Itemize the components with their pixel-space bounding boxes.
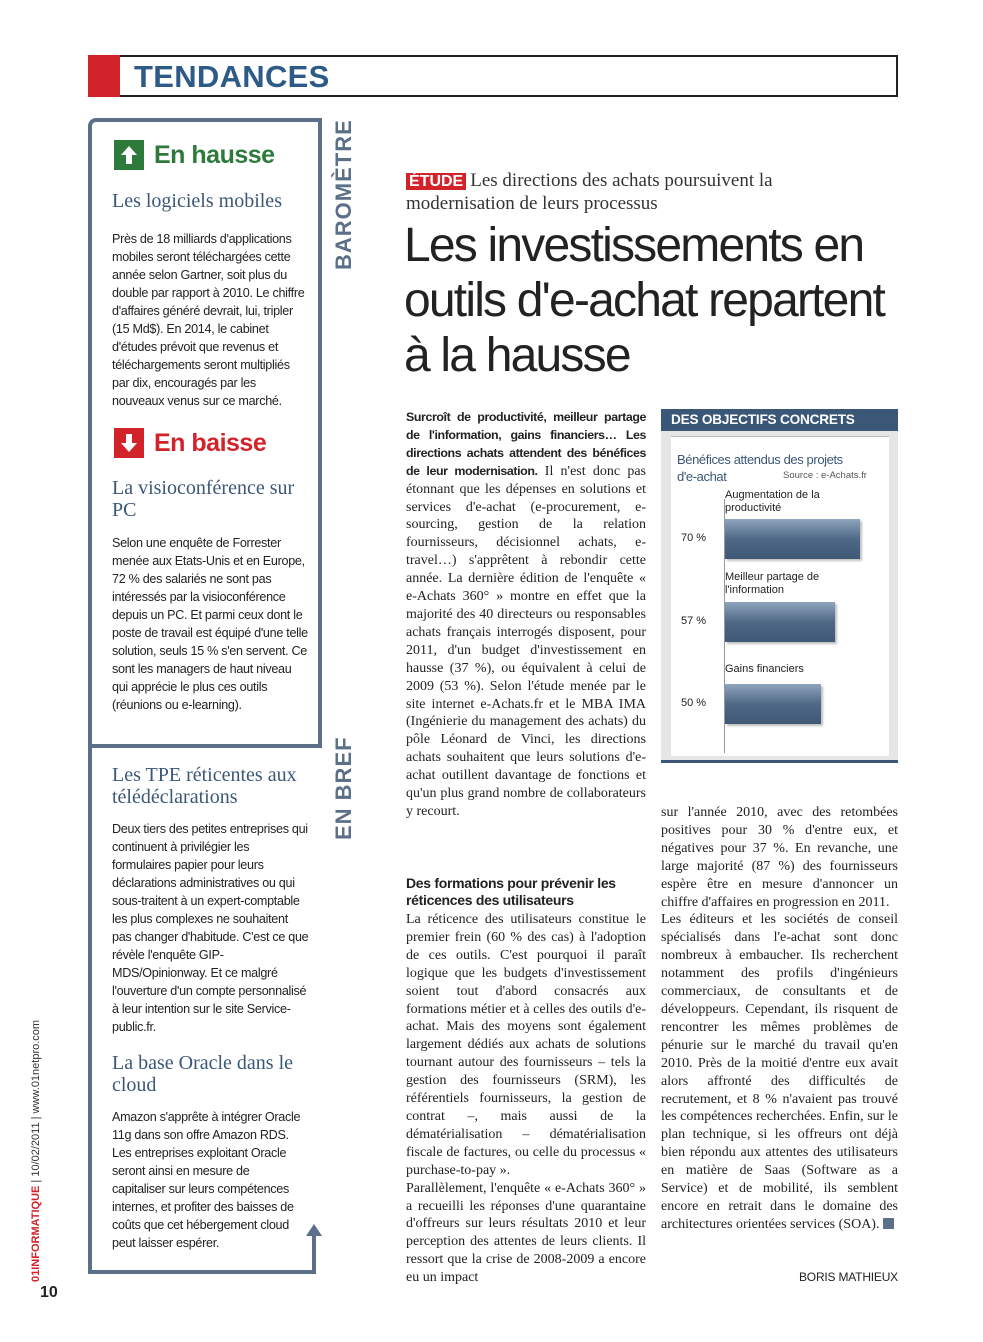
lead-bold: Surcroît de productivité, meilleur partage de l'information, gains financiers… Les directions achats attendent des bénéfices de leur modernisation. (406, 410, 646, 478)
article-kicker (406, 170, 826, 215)
bar (725, 519, 860, 559)
chart-title: Bénéfices attendus des projets d'e-achat (677, 452, 843, 484)
end-mark-icon (883, 1218, 894, 1229)
paragraph-text: Les éditeurs et les sociétés de conseil spécialisés dans l'e-achat sont donc nombreux à embaucher. Ils recherchent notamment des profils d'ingénieurs commerciaux, de consultants et de développeurs. Cependant, ils risquent de rencontrer les mêmes problèmes de pénurie sur le marché du travail qu'en 2010. Près de la moitié d'entre eux avait alors affronté des difficultés de recrutement, et 8 % n'avaient pas trouvé les compétences recherchées. Enfin, sur le plan technique, si les offreurs ont déjà bien répondu aux attentes des utilisateurs en matière de Saas (Software as a Service) et de mobilité, ils semblent encore en retrait dans le domaine des architectures orientées services (SOA). (661, 912, 898, 1232)
section-title: TENDANCES (134, 59, 330, 94)
article-col1-bottom (406, 911, 646, 1287)
folio-details: | 10/02/2011 | www.01netpro.com (30, 1019, 42, 1186)
etude-tag: ÉTUDE (406, 173, 466, 190)
baisse-body: Selon une enquête de Forrester menée aux Etats-Unis et en Europe, 72 % des salariés ne sont pas intéressés par la visioconférence depuis un PC. Et parmi ceux dont le poste de travail est équipé d'une telle solution, seuls 15 % s'en servent. Ce sont les managers de haut niveau qui apprécie le plus ces outils (réunions ou e-learning). (112, 536, 308, 712)
paragraph: sur l'année 2010, avec des retombées positives pour 30 % d'entre eux, et négatives pour 37 %. En revanche, une large majorité (87 %) des fournisseurs espère être en mesure d'annoncer un chiffre d'affaires en progression en 2011. (661, 805, 898, 910)
chart-area (671, 436, 889, 756)
en-bref-border-bottom (88, 1270, 308, 1274)
chart-source: Source : e-Achats.fr (783, 470, 867, 481)
section-header (88, 55, 898, 97)
en-bref-label: EN BREF (331, 736, 356, 840)
bref1-body: Deux tiers des petites entreprises qui continuent à privilégier les formulaires papier pour leurs déclarations administratives ou qui sous-traitent à un expert-comptable les plus complexes ne souhaitent pas changer d'habitude. C'est ce que révèle l'enquête GIP-MDS/Opinionway. Et ce malgré l'ouverture d'un compte personnalisé à leur intention sur le site Service-public.fr. (112, 822, 309, 1034)
article-subhead: Des formations pour prévenir les réticences des utilisateurs (406, 875, 616, 908)
bref1-title: Les TPE réticentes aux télédéclarations (112, 764, 297, 808)
en-baisse-heading (114, 428, 266, 458)
arrow-up-icon (114, 140, 144, 170)
bar-value-label: 50 % (681, 697, 707, 709)
barometre-label: BAROMÈTRE (331, 119, 356, 270)
bar-category-label: Meilleur partage de l'information (725, 571, 820, 596)
hausse-body: Près de 18 milliards d'applications mobiles seront téléchargées cette année selon Gartner, soit plus du double par rapport à 2010. Le chiffre d'affaires généré devrait, lui, tripler (15 Md$). En 2014, le cabinet d'études prévoit que revenus et téléchargements seront multipliés par dix, encouragés par les nouveaux venus sur ce marché. (112, 232, 305, 408)
page-number: 10 (40, 1284, 58, 1301)
en-hausse-label: En hausse (154, 140, 275, 169)
paragraph: Parallèlement, l'enquête « e-Achats 360° » a recueilli les réponses d'une quarantaine d'offreurs sur leurs résultats 2010 et leur perception des attentes de leurs clients. Il ressort que la crise de 2008-2009 a encore eu un impact (406, 1180, 646, 1286)
header-accent (88, 55, 120, 97)
bar (725, 602, 835, 642)
bar-value-label: 57 % (681, 615, 707, 627)
kicker-text: Les directions des achats poursuivent la modernisation de leurs processus (406, 170, 773, 214)
bar (725, 684, 821, 724)
en-bref-border-left (88, 744, 92, 1274)
bref2-title: La base Oracle dans le cloud (112, 1052, 294, 1096)
article-headline: Les investissements en outils d'e-achat repartent à la hausse (404, 219, 885, 382)
bar-category-label: Gains financiers (725, 663, 804, 675)
bref2-body: Amazon s'apprête à intégrer Oracle 11g dans son offre Amazon RDS. Les entreprises exploitant Oracle seront ainsi en mesure de capitaliser sur leurs compétences internes, et profiter des baisses de coûts que cet hébergement cloud peut laisser espérer. (112, 1110, 301, 1250)
bar-value-label: 70 % (681, 532, 707, 544)
folio-brand: 01INFORMATIQUE (30, 1185, 42, 1282)
baisse-title: La visioconférence sur PC (112, 477, 295, 521)
lead-text: Il n'est donc pas étonnant que les dépenses en solutions et services d'e-achat (e-procurement, e-sourcing, gestion de la relation fournisseurs, décisionnel achats, e-travel…) s'apprêtent à rebondir cette année. La dernière édition de l'enquête « e-Achats 360° » montre en effet que la majorité des 40 directeurs ou responsables achats français interrogés disposent, pour 2011, d'un budget d'investissement en hausse (37 %), ou équivalent à celui de 2009 (53 %). Selon l'étude menée par le site internet e-Achats.fr et le MBA IMA (Ingénierie du management des achats) du pôle Léonard de Vinci, les directions achats souhaitent que leurs solutions d'e-achat outillent davantage de fonctions et qu'un plus grand nombre de collaborateurs y recourt. (406, 463, 646, 819)
article-col2 (661, 804, 898, 1234)
author-signature: BORIS MATHIEUX (799, 1270, 898, 1284)
chart-box (661, 409, 898, 763)
chart-box-title: DES OBJECTIFS CONCRETS (661, 409, 898, 431)
paragraph: La réticence des utilisateurs constitue le premier frein (60 % des cas) à l'adoption de ces outils. C'est pourquoi il paraît logique que les budgets d'investissement soient tout d'abord consacrés aux formations métier et à celles des outils d'e-achat. Mais des moyens sont également largement dédiés aux achats de solutions tournant autour des fournisseurs – tels la gestion des fournisseurs (SRM), les référentiels fournisseurs, la gestion de contrat –, mais aussi de la dématérialisation – dématérialisation fiscale de factures, ou celle du processus « purchase-to-pay ». (406, 912, 646, 1178)
hausse-title: Les logiciels mobiles (112, 190, 282, 212)
arrow-down-icon (114, 428, 144, 458)
paragraph (661, 911, 898, 1233)
article-lead (406, 409, 646, 821)
en-baisse-label: En baisse (154, 428, 267, 457)
bar-category-label: Augmentation de la productivité (725, 489, 820, 514)
folio-text (30, 1020, 42, 1282)
panel-divider (88, 744, 322, 748)
en-hausse-heading (114, 140, 275, 170)
